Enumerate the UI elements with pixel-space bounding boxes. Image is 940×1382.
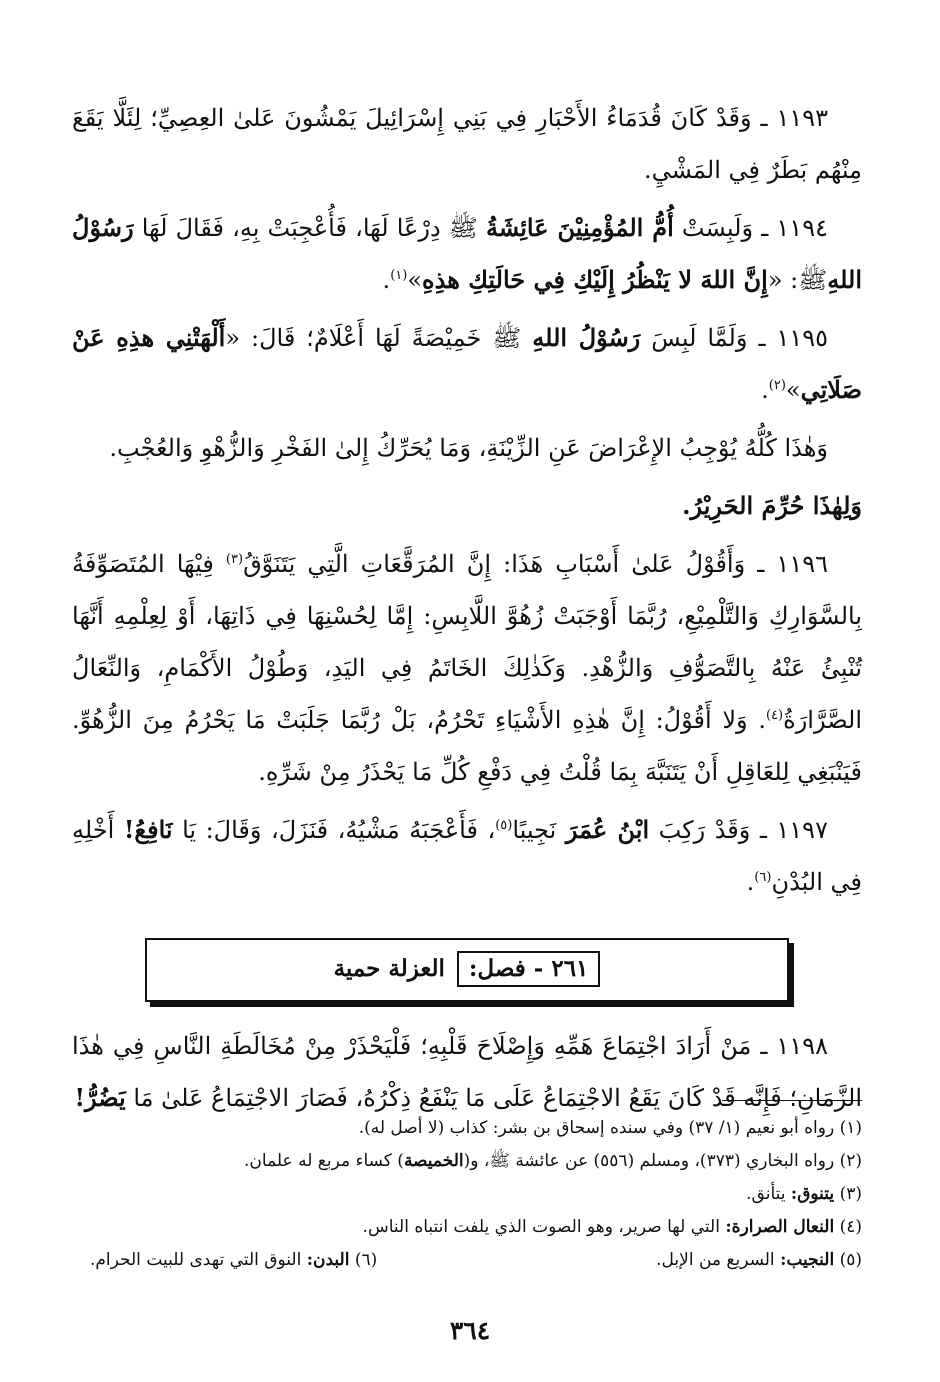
paragraph-1193	[72, 92, 862, 196]
paragraph-number: ١١٩٣ ـ	[760, 104, 829, 132]
footnote-text: السريع من الإبل.	[656, 1250, 775, 1270]
paragraph-number: ١١٩٧ ـ	[759, 816, 828, 844]
paragraph-text: وَلَبِسَتْ	[681, 214, 754, 242]
section-heading-box	[145, 938, 789, 1002]
paragraph-text: أَخْلِهِ فِي البُدْنِ	[72, 816, 862, 896]
paragraph-text: ﷺ دِرْعًا لَهَا، فَأُعْجِبَتْ بِهِ، فَقَالَ لَهَا	[141, 214, 478, 242]
footnote-mark: (١)	[839, 1118, 862, 1138]
paragraph-number: ١١٩٥ ـ	[758, 324, 828, 352]
bold-name: نَافِعُ!	[123, 815, 173, 844]
paragraph-1198	[72, 1020, 862, 1124]
paragraph-text: وَلَمَّا لَبِسَ	[651, 324, 748, 352]
hadith-quote: إِنَّ اللهَ لا يَنْظُرُ إِلَيْكِ فِي حَالَتِكِ هذِهِ	[422, 265, 768, 294]
footnote-term: يتنوق:	[790, 1184, 835, 1204]
paragraph-number: ١١٩٦ ـ	[757, 550, 828, 578]
hadith-quote: أَلْهَتْنِي هذِهِ عَنْ صَلَاتِي	[72, 323, 862, 404]
paragraph-number: ١١٩٨ ـ	[760, 1032, 828, 1060]
paragraph-text: وَقَدْ كَانَ قُدَمَاءُ الأَحْبَارِ فِي بَنِي إِسْرَائِيلَ يَمْشُونَ عَلىٰ العِصِيِّ؛ لِئَلَّا يَقَعَ مِنْهُم بَطَرٌ فِي المَشْيِ.	[72, 104, 862, 184]
paragraph-1196	[72, 538, 862, 798]
footnote-mark: (٥)	[839, 1250, 862, 1270]
footnote-ref: (٢)	[768, 378, 786, 393]
footnote-term: النجيب:	[780, 1250, 835, 1270]
quote-close: »	[785, 376, 801, 404]
paragraph-1197	[72, 804, 862, 908]
paragraph-commentary	[72, 422, 862, 474]
bold-name: رَسُوْلُ اللهِ	[72, 213, 862, 294]
footnote-mark: (٤)	[839, 1217, 862, 1237]
footnote-6	[90, 1244, 377, 1277]
paragraph-text: ﷺ: «	[767, 266, 828, 294]
footnote-text: ) كساء مربع له علمان.	[244, 1151, 404, 1171]
bold-word: يَضُرُّ!	[74, 1083, 126, 1112]
footnote-divider	[722, 1100, 862, 1101]
paragraph-text: ﷺ خَمِيْصَةً لَهَا أَعْلَامٌ؛ قَالَ: «	[225, 324, 522, 352]
footnote-mark: (٢)	[839, 1151, 862, 1171]
footnote-ref: (١)	[390, 268, 408, 283]
section-title: العزلة حمية	[333, 955, 445, 982]
punctuation: .	[761, 376, 769, 404]
footnote-1	[90, 1112, 862, 1145]
page-number: ٣٦٤	[449, 1316, 491, 1345]
main-text	[72, 92, 862, 1130]
footnote-term: البدن:	[306, 1250, 350, 1270]
footnote-text: يتأنق.	[746, 1184, 786, 1204]
section-heading	[147, 950, 787, 988]
footnote-mark: (٦)	[354, 1250, 378, 1270]
footnote-4	[90, 1211, 862, 1244]
quote-close: »	[407, 266, 423, 294]
footnote-ref: (٥)	[495, 818, 513, 833]
bold-name: رَسُوْلُ اللهِ	[532, 323, 641, 352]
section-number: ٢٦١ - فصل:	[457, 951, 600, 987]
paragraph-1195	[72, 312, 862, 416]
footnote-5-6-row	[90, 1244, 862, 1277]
footnote-text: رواه البخاري (٣٧٣)، ومسلم (٥٥٦) عن عائشة ﷺ، و(	[463, 1151, 835, 1171]
footnote-text: النوق التي تهدى للبيت الحرام.	[90, 1250, 302, 1270]
footnote-text: التي لها صرير، وهو الصوت الذي يلفت انتباه الناس.	[362, 1217, 720, 1237]
paragraph-text: نَجِيبًا	[512, 816, 557, 844]
paragraph-1194	[72, 202, 862, 306]
bold-name: أُمُّ المُؤْمِنِيْنَ عَائِشَةُ	[485, 213, 674, 242]
punctuation: .	[382, 266, 391, 294]
footnote-ref: (٦)	[754, 870, 772, 885]
footnote-term: النعال الصرارة:	[725, 1217, 835, 1237]
footnotes	[90, 1112, 862, 1277]
paragraph-text: فِيْهَا المُتَصَوِّفَةُ بِالسَّوَارِكِ وَالتَّلْمِيْعِ، رُبَّمَا أَوْجَبَتْ زُهُوَّ اللَّابِسِ: إِمَّا لِحُسْنِهَا فِي ذَاتِهَا، أَوْ لِعِلْمِهِ أَنَّهَا تُنْبِئُ عَنْهُ بِالتَّصَوُّفِ وَالزُّهْدِ. وَكَذٰلِكَ الخَاتَمُ فِي اليَدِ، وَطُوْلُ الأَكْمَامِ، وَالنِّعَالُ الصَّرَّارَةُ	[72, 550, 862, 734]
footnote-ref: (٣)	[225, 552, 244, 567]
footnote-5	[656, 1244, 862, 1277]
footnote-text: رواه أبو نعيم (١/ ٣٧) وفي سنده إسحاق بن بشر: كذاب (لا أصل له).	[358, 1118, 835, 1138]
footnote-3	[90, 1178, 862, 1211]
paragraph-number: ١١٩٤ ـ	[761, 214, 828, 242]
paragraph-text: وَأَقُوْلُ عَلىٰ أَسْبَابِ هَذَا: إِنَّ المُرَقَّعَاتِ الَّتِي يَتَنَوَّقُ	[243, 550, 746, 578]
paragraph-text: مَنْ أَرَادَ اجْتِمَاعَ هَمِّهِ وَإِصْلَاحَ قَلْبِهِ؛ فَلْيَحْذَرْ مِنْ مُخَالَطَةِ النَّاسِ فِي هٰذَا الزَّمَانِ؛ فَإِنَّه قَدْ كَانَ يَقَعُ الاجْتِمَاعُ عَلَى مَا يَنْفَعُ ذِكْرُهُ، فَصَارَ الاجْتِمَاعُ عَلىٰ مَا	[72, 1032, 862, 1112]
paragraph-text: وَقَدْ رَكِبَ	[658, 816, 751, 844]
footnote-2	[90, 1145, 862, 1178]
bold-name: ابْنُ عُمَرَ	[565, 815, 650, 844]
paragraph-text: . وَلا أَقُوْلُ: إِنَّ هٰذِهِ الأَشْيَاءِ تَحْرُمُ، بَلْ رُبَّمَا جَلَبَتْ مَا يَحْرُمُ مِنَ الزُّهُوِّ. فَيَنْبَغِي لِلعَاقِلِ أَنْ يَتَنَبَّهَ بِمَا قُلْتُ فِي دَفْعِ كُلِّ مَا يَحْذَرُ مِنْ شَرِّهِ.	[72, 706, 862, 786]
footnote-mark: (٣)	[839, 1184, 862, 1204]
paragraph-text: ، فَأَعْجَبَهُ مَشْيُهُ، فَنَزَلَ، وَقَالَ: يَا	[182, 816, 496, 844]
paragraph-text: وَهٰذَا كُلُّهُ يُوْجِبُ الإِعْرَاضَ عَنِ الزِّيْنَةِ، وَمَا يُحَرِّكُ إِلىٰ الفَخْرِ وَالزُّهْوِ وَالعُجْبِ.	[109, 434, 828, 462]
footnote-ref: (٤)	[765, 708, 784, 723]
paragraph-silk	[72, 480, 862, 532]
punctuation: .	[746, 868, 755, 896]
bold-statement: وَلِهٰذَا حُرِّمَ الحَرِيْرُ.	[682, 491, 862, 520]
footnote-term: الخميصة	[403, 1151, 464, 1171]
